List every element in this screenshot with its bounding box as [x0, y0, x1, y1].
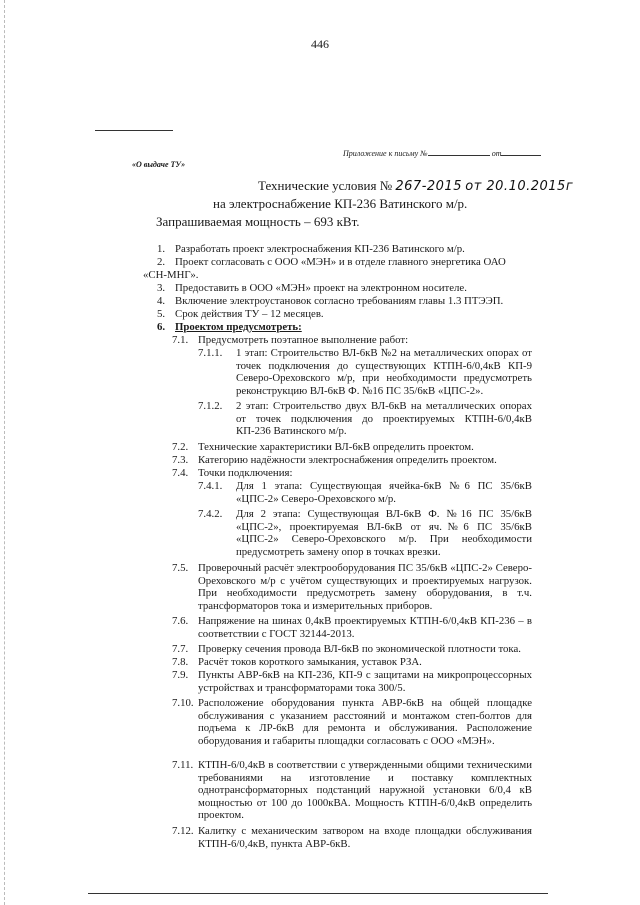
requested-power: Запрашиваемая мощность – 693 кВт.: [156, 214, 360, 229]
subitem-number: 7.4.2.: [198, 508, 223, 520]
subitem-text: [198, 759, 532, 822]
item-text: Включение электроустановок согласно требованиям главы 1.3 ПТЭЭП.: [175, 295, 504, 307]
subitem-text: [198, 697, 532, 747]
scan-edge: [4, 0, 5, 905]
header-rule: [95, 130, 173, 131]
subitem-number: 7.12.: [172, 825, 194, 837]
subitem-text: [236, 347, 532, 397]
subitem-number: 7.4.1.: [198, 480, 223, 492]
subitem-text: [198, 615, 532, 640]
footer-rule: [88, 893, 548, 894]
subitem-number: 7.6.: [172, 615, 189, 627]
subitem-number: 7.3.: [172, 454, 189, 466]
subitem-text: [236, 508, 532, 558]
subitem-text-content: Напряжение на шинах 0,4кВ проектируемых КТПН-6/0,4кВ КП-236 – в соответствии с ГОСТ 32144-2013.: [198, 615, 532, 640]
appendix-prefix: Приложение к письму №: [343, 149, 428, 158]
subitem-number: 7.7.: [172, 643, 189, 655]
subitem-number: 7.4.: [172, 467, 189, 479]
subitem-text-content: КТПН-6/0,4кВ в соответствии с утвержденными общими техническими требованиями на изготовление и поставку комплектных однотрансформаторных подстанций наружной установки 6/0,4 кВ мощностью от 100 до 1000кВА. Мощность КТПН-6/0,4кВ определить проектом.: [198, 759, 532, 822]
subitem-number: 7.9.: [172, 669, 189, 681]
subitem-number: 7.1.1.: [198, 347, 223, 359]
subitem-text-content: 2 этап: Строительство двух ВЛ-6кВ на металлических опорах от точек подключения до проектируемых КТПН-6/0,4кВ КП-236 Ватинского м/р.: [236, 400, 532, 438]
handwritten-date: от 20.10.2015г: [465, 179, 574, 194]
subitem-text: [198, 669, 532, 694]
item-number: 6.: [157, 321, 166, 333]
subitem-number: 7.1.2.: [198, 400, 223, 412]
subitem-text: Предусмотреть поэтапное выполнение работ:: [198, 334, 409, 346]
item-number: 4.: [157, 295, 166, 307]
issue-label: «О выдаче ТУ»: [132, 160, 186, 169]
subitem-text-content: Для 2 этапа: Существующая ВЛ-6кВ Ф. №16 ПС 35/6кВ «ЦПС-2», проектируемая ВЛ-6кВ от яч.№6 ПС 35/6кВ «ЦПС-2» Северо-Ореховского м/р. При необходимости предусмотреть замену опор в точках врезки.: [236, 508, 532, 558]
appendix-middle: от: [491, 149, 502, 158]
subitem-text-content: Расположение оборудования пункта АВР-6кВ на общей площадке обслуживания с указанием расстояний и монтажом степ-болтов для подъема к ЛР-6кВ для ремонта и обслуживания. Расположение оборудования и габариты площадки согласовать с ООО «МЭН».: [198, 697, 532, 747]
title-prefix: Технические условия №: [258, 178, 393, 193]
item-text: Проект согласовать с ООО «МЭН» и в отделе главного энергетика ОАО: [175, 256, 506, 268]
subitem-text: [236, 400, 532, 438]
subitem-text: [198, 825, 532, 850]
subitem-text: Точки подключения:: [198, 467, 293, 479]
item-number: 2.: [157, 256, 166, 268]
subitem-text: Расчёт токов короткого замыкания, уставок РЗА.: [198, 656, 422, 668]
appendix-note: [343, 149, 541, 158]
handwritten-number: 267-2015: [395, 179, 462, 194]
subitem-number: 7.10.: [172, 697, 194, 709]
page-number: 446: [311, 37, 329, 51]
subitem-text: [236, 480, 532, 505]
subitem-number: 7.2.: [172, 441, 189, 453]
item-text: Проектом предусмотреть:: [175, 321, 302, 333]
item-text: Предоставить в ООО «МЭН» проект на электронном носителе.: [175, 282, 467, 294]
subitem-text: Технические характеристики ВЛ-6кВ определить проектом.: [198, 441, 474, 453]
subitem-text: Проверку сечения провода ВЛ-6кВ по экономической плотности тока.: [198, 643, 521, 655]
item-text: Разработать проект электроснабжения КП-236 Ватинского м/р.: [175, 243, 465, 255]
subitem-number: 7.1.: [172, 334, 189, 346]
item-number: 5.: [157, 308, 166, 320]
document-subtitle: на электроснабжение КП-236 Ватинского м/р.: [213, 196, 468, 211]
document-title: [258, 178, 573, 194]
subitem-text-content: Калитку с механическим затвором на входе площадки обслуживания КТПН-6/0,4кВ, пункта АВР-6кВ.: [198, 825, 532, 850]
subitem-text-content: Проверочный расчёт электрооборудования ПС 35/6кВ «ЦПС-2» Северо-Ореховского м/р с учётом существующих и проектируемых нагрузок. При необходимости предусмотреть замену оборудования, в т.ч. трансформаторов тока и измерительных приборов.: [198, 562, 532, 612]
appendix-number-blank: [428, 155, 490, 156]
item-text: Срок действия ТУ – 12 месяцев.: [175, 308, 324, 320]
appendix-date-blank: [501, 155, 541, 156]
subitem-number: 7.5.: [172, 562, 189, 574]
subitem-number: 7.11.: [172, 759, 194, 771]
subitem-text-content: Пункты АВР-6кВ на КП-236, КП-9 с защитами на микропроцессорных устройствах и трансформаторами тока 300/5.: [198, 669, 532, 694]
subitem-text-content: Для 1 этапа: Существующая ячейка-6кВ №6 ПС 35/6кВ «ЦПС-2» Северо-Ореховского м/р.: [236, 480, 532, 505]
item-text-cont: «СН-МНГ».: [143, 269, 199, 281]
item-number: 1.: [157, 243, 166, 255]
subitem-text: Категорию надёжности электроснабжения определить проектом.: [198, 454, 497, 466]
subitem-text: [198, 562, 532, 612]
item-number: 3.: [157, 282, 166, 294]
subitem-number: 7.8.: [172, 656, 189, 668]
subitem-text-content: 1 этап: Строительство ВЛ-6кВ №2 на металлических опорах от точек подключения до существующих КТПН-6/0,4кВ КП-9 Северо-Ореховского м/р, при необходимости предусмотреть реконструкцию ВЛ-6кВ Ф. №16 ПС 35/6кВ «ЦПС-2».: [236, 347, 532, 397]
